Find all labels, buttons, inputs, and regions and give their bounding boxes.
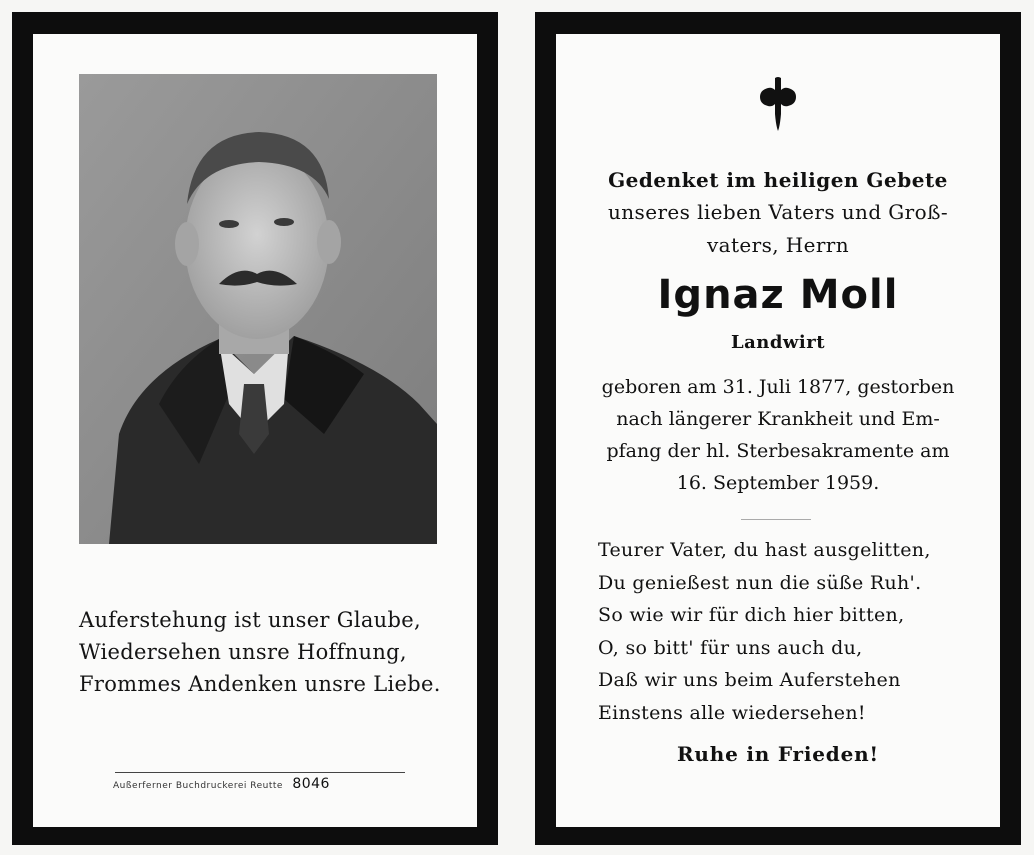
poem-line: Einstens alle wiedersehen! xyxy=(598,701,866,724)
poem-line: Daß wir uns beim Auferstehen xyxy=(598,669,901,691)
card-left-paper xyxy=(33,34,477,827)
motto-line: Frommes Andenken unsre Liebe. xyxy=(79,672,441,696)
poem-line: So wie wir für dich hier bitten, xyxy=(598,604,905,626)
intro-line: vaters, Herrn xyxy=(706,233,850,257)
memorial-card-right xyxy=(535,12,1021,845)
life-line: nach längerer Krankheit und Em- xyxy=(616,408,940,430)
printer-name: Außerferner Buchdruckerei Reutte xyxy=(113,781,283,791)
life-line: geboren am 31. Juli 1877, gestorben xyxy=(601,376,955,398)
motto xyxy=(79,604,449,700)
printer-number: 8046 xyxy=(292,776,330,792)
life-line: pfang der hl. Sterbesakramente am xyxy=(606,440,950,462)
motto-line: Auferstehung ist unser Glaube, xyxy=(79,608,421,632)
motto-line: Wiedersehen unsre Hoffnung, xyxy=(79,640,407,664)
poem-line: Du genießest nun die süße Ruh'. xyxy=(598,571,922,594)
memorial-card-left xyxy=(12,12,498,845)
poem-line: Teurer Vater, du hast ausgelitten, xyxy=(598,539,931,561)
printer-imprint xyxy=(113,776,330,792)
occupation: Landwirt xyxy=(730,332,826,353)
printer-divider xyxy=(115,772,405,773)
heading: Gedenket im heiligen Gebete xyxy=(608,168,948,192)
portrait-image xyxy=(79,74,437,544)
closing-phrase: Ruhe in Frieden! xyxy=(676,742,880,766)
poem xyxy=(598,534,931,729)
divider xyxy=(741,519,811,520)
cross-icon xyxy=(758,76,798,132)
deceased-name: Ignaz Moll xyxy=(657,272,899,318)
portrait-photo xyxy=(79,74,437,544)
intro-line: unseres lieben Vaters und Groß- xyxy=(608,200,948,224)
poem-line: O, so bitt' für uns auch du, xyxy=(598,636,863,659)
card-right-paper xyxy=(556,34,1000,827)
life-line: 16. September 1959. xyxy=(676,472,880,494)
